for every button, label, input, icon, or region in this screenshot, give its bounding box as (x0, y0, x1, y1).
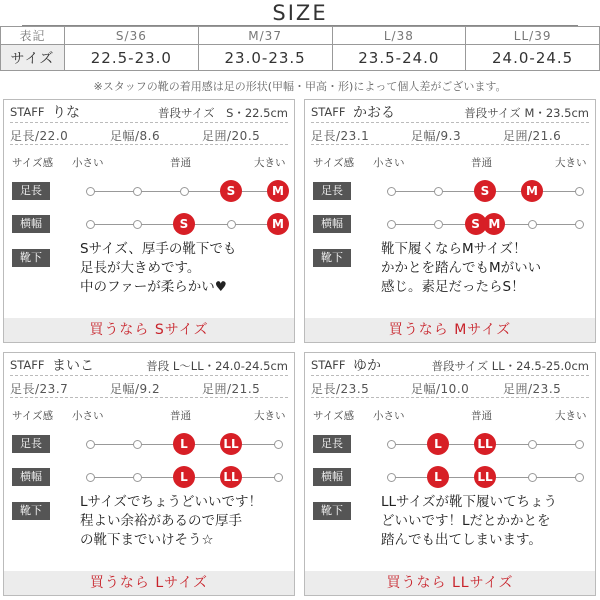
measurements (305, 377, 595, 397)
foot-girth: 足囲/21.5 (202, 382, 261, 396)
staff-header (305, 100, 595, 122)
scale-point (274, 440, 283, 449)
comment-line: 踏んでも出てしまいます。 (381, 532, 542, 548)
scale-point (528, 473, 537, 482)
scale-point (133, 473, 142, 482)
scale-point (180, 187, 189, 196)
usual-size: 普段 L〜LL・24.0-24.5cm (146, 359, 288, 373)
size-marker: L (173, 466, 195, 488)
size-marker: M (267, 213, 289, 235)
scale-point (387, 440, 396, 449)
size-marker: S (173, 213, 195, 235)
staff-header (4, 353, 294, 375)
scale-point (274, 473, 283, 482)
row-label-socks: 靴下 (12, 502, 50, 520)
foot-girth: 足囲/23.5 (503, 382, 562, 396)
size-table-cell: 24.0-24.5 (466, 45, 600, 71)
scale-point (575, 473, 584, 482)
foot-width: 足幅/9.2 (110, 382, 161, 396)
scale-small-label: 小さい (72, 410, 104, 422)
staff-header (305, 353, 595, 375)
size-table-cell: 23.5-24.0 (332, 45, 466, 71)
page-title: SIZE (272, 1, 328, 25)
foot-girth: 足囲/21.6 (503, 129, 562, 143)
row-label-socks: 靴下 (313, 502, 351, 520)
scale-normal-label: 普通 (170, 157, 191, 169)
row-label-socks: 靴下 (12, 249, 50, 267)
staff-name: まいこ (52, 358, 94, 374)
staff-name: かおる (353, 105, 395, 121)
scale-section-label: サイズ感 (313, 410, 355, 422)
size-table-cell: 22.5-23.0 (65, 45, 199, 71)
scale-point (528, 220, 537, 229)
comment-line: 程よい余裕があるので厚手 (80, 513, 242, 529)
foot-length: 足長/23.1 (311, 129, 370, 143)
divider (10, 122, 288, 123)
foot-length: 足長/22.0 (10, 129, 69, 143)
size-marker: M (267, 180, 289, 202)
divider (10, 397, 288, 398)
divider (10, 375, 288, 376)
staff-card (304, 352, 596, 596)
scale-small-label: 小さい (373, 410, 405, 422)
scale-point (575, 440, 584, 449)
size-marker: S (474, 180, 496, 202)
usual-size: 普段サイズ M・23.5cm (464, 106, 589, 120)
scale-header (305, 407, 595, 423)
size-marker: L (427, 433, 449, 455)
scale-normal-label: 普通 (170, 410, 191, 422)
scale-header (305, 154, 595, 170)
divider (311, 144, 589, 145)
size-marker: S (465, 213, 487, 235)
recommend-banner: 買うなら Sサイズ (4, 318, 294, 342)
size-table-header-cell: L/38 (332, 27, 466, 45)
row-label-socks: 靴下 (313, 249, 351, 267)
measurements (4, 377, 294, 397)
foot-width: 足幅/9.3 (411, 129, 462, 143)
size-table-cell: 23.0-23.5 (198, 45, 332, 71)
size-marker: LL (220, 433, 242, 455)
size-marker: LL (474, 466, 496, 488)
scale-point (86, 473, 95, 482)
scale-point (387, 220, 396, 229)
scale-point (528, 440, 537, 449)
measurements (4, 124, 294, 144)
comment-line: 感じ。素足だったらS！ (381, 279, 525, 295)
foot-length: 足長/23.5 (311, 382, 370, 396)
staff-tag: STAFF (311, 358, 346, 372)
size-marker: S (220, 180, 242, 202)
scale-small-label: 小さい (72, 157, 104, 169)
comment-line: Sサイズ、厚手の靴下でも (80, 241, 237, 257)
foot-width: 足幅/8.6 (110, 129, 161, 143)
comment-line: 足長が大きめです。 (80, 260, 201, 276)
size-table-header-cell: LL/39 (466, 27, 600, 45)
comment-line: Lサイズでちょうどいいです！ (80, 494, 262, 510)
scale-big-label: 大きい (254, 410, 286, 422)
scale-big-label: 大きい (555, 410, 587, 422)
row-label-length: 足長 (313, 435, 351, 453)
scale-big-label: 大きい (254, 157, 286, 169)
scale-header (4, 154, 294, 170)
scale-point (86, 440, 95, 449)
scale-point (387, 187, 396, 196)
row-label-width: 横幅 (313, 215, 351, 233)
fit-note: ※スタッフの靴の着用感は足の形状(甲幅・甲高・形)によって個人差がございます。 (93, 80, 507, 93)
size-table-header-cell: M/37 (198, 27, 332, 45)
staff-header (4, 100, 294, 122)
foot-width: 足幅/10.0 (411, 382, 470, 396)
staff-tag: STAFF (10, 358, 45, 372)
staff-name: りな (52, 105, 80, 121)
foot-girth: 足囲/20.5 (202, 129, 261, 143)
staff-name: ゆか (353, 358, 381, 374)
staff-tag: STAFF (311, 105, 346, 119)
size-marker: M (521, 180, 543, 202)
staff-card (3, 352, 295, 596)
recommend-banner: 買うなら LLサイズ (305, 571, 595, 595)
size-marker: L (173, 433, 195, 455)
comment-line: の靴下までいけそう☆ (80, 532, 214, 548)
scale-header (4, 407, 294, 423)
staff-comment (381, 240, 593, 297)
comment-line: 靴下履くならMサイズ！ (381, 241, 527, 257)
size-table (0, 26, 600, 71)
scale-point (133, 187, 142, 196)
divider (10, 144, 288, 145)
recommend-banner: 買うなら Lサイズ (4, 571, 294, 595)
row-label-width: 横幅 (12, 215, 50, 233)
staff-comment (381, 493, 593, 550)
comment-line: 中のファーが柔らかい♥ (80, 279, 227, 295)
size-marker: L (427, 466, 449, 488)
divider (311, 397, 589, 398)
scale-point (133, 440, 142, 449)
row-label-width: 横幅 (12, 468, 50, 486)
size-table-value-row (1, 45, 600, 71)
measurements (305, 124, 595, 144)
staff-tag: STAFF (10, 105, 45, 119)
size-marker: M (483, 213, 505, 235)
row-label-length: 足長 (12, 182, 50, 200)
scale-point (434, 220, 443, 229)
foot-length: 足長/23.7 (10, 382, 69, 396)
scale-point (575, 187, 584, 196)
scale-point (86, 220, 95, 229)
scale-point (434, 187, 443, 196)
scale-normal-label: 普通 (471, 410, 492, 422)
scale-big-label: 大きい (555, 157, 587, 169)
row-label-width: 横幅 (313, 468, 351, 486)
size-table-header-cell: S/36 (65, 27, 199, 45)
scale-point (227, 220, 236, 229)
recommend-banner: 買うなら Mサイズ (305, 318, 595, 342)
staff-card (304, 99, 596, 343)
comment-line: かかとを踏んでもMがいい (381, 260, 542, 276)
scale-section-label: サイズ感 (12, 157, 54, 169)
comment-line: どいいです！Lだとかかとを (381, 513, 551, 529)
divider (311, 122, 589, 123)
scale-point (133, 220, 142, 229)
row-label-length: 足長 (12, 435, 50, 453)
size-marker: LL (474, 433, 496, 455)
staff-card (3, 99, 295, 343)
divider (311, 375, 589, 376)
size-marker: LL (220, 466, 242, 488)
row-label-length: 足長 (313, 182, 351, 200)
comment-line: LLサイズが靴下履いてちょう (381, 494, 557, 510)
scale-normal-label: 普通 (471, 157, 492, 169)
scale-section-label: サイズ感 (313, 157, 355, 169)
usual-size: 普段サイズ S・22.5cm (157, 106, 288, 120)
scale-point (575, 220, 584, 229)
size-table-header-cell: 表記 (1, 27, 65, 45)
scale-point (86, 187, 95, 196)
size-table-row-label: サイズ (1, 45, 65, 71)
staff-comment (80, 240, 292, 297)
staff-comment (80, 493, 292, 550)
scale-point (387, 473, 396, 482)
usual-size: 普段サイズ LL・24.5-25.0cm (431, 359, 589, 373)
size-table-header-row (1, 27, 600, 45)
scale-small-label: 小さい (373, 157, 405, 169)
scale-section-label: サイズ感 (12, 410, 54, 422)
